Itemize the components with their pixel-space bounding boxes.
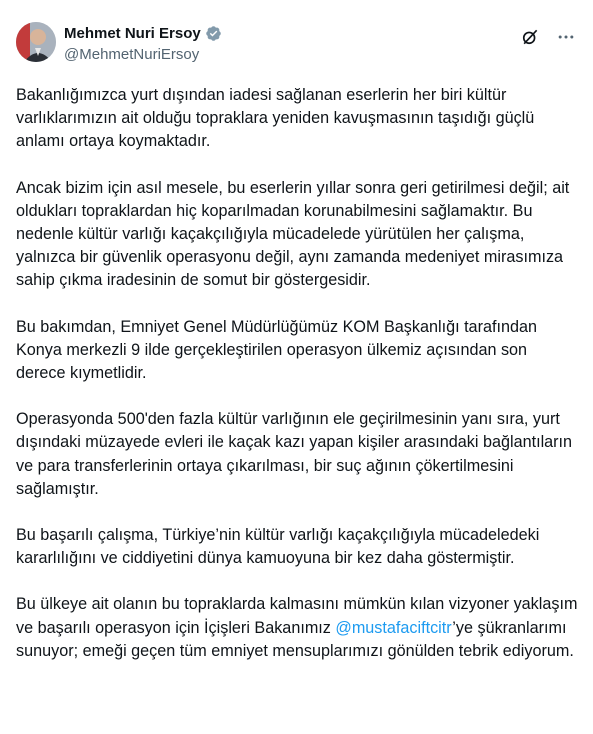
tweet-paragraph-3: Bu bakımdan, Emniyet Genel Müdürlüğümüz KOM Başkanlığı tarafından Konya merkezli 9 ilde gerçekleştirilen operasyon ülkemiz açısından son derece kıymetlidir. (16, 317, 537, 383)
author-handle[interactable]: @MehmetNuriErsoy (64, 46, 200, 63)
tweet-paragraph-4: Operasyonda 500'den fazla kültür varlığının ele geçirilmesinin yanı sıra, yurt dışındaki müzayede evleri ile kaçak kazı yapan kişiler arasındaki bağlantıların ve para transferlerinin ortaya çıkarılması, bir suç ağının çökertilmesini sağlamıştır. (16, 410, 573, 498)
more-options-icon[interactable] (555, 26, 577, 48)
tweet-paragraph-2: Ancak bizim için asıl mesele, bu eserlerin yıllar sonra geri getirilmesi değil; ait oldukları topraklardan hiç koparılmadan korunabilmesini sağlamaktır. Bu nedenle kültür varlığı kaçakçılığıyla mücadelede yürütülen her çalışma, yalnızca bir güvenlik operasyonu değil, aynı zamanda medeniyet mirasımıza sahip çıkma iradesinin de somut bir göstergesidir. (16, 178, 570, 290)
tweet-paragraph-6 (16, 593, 581, 663)
avatar[interactable] (16, 22, 56, 62)
avatar-image (16, 22, 56, 62)
display-name[interactable]: Mehmet Nuri Ersoy (64, 24, 201, 42)
tweet-actions (519, 26, 577, 48)
tweet-text (16, 84, 581, 686)
verified-badge-icon (205, 25, 222, 42)
author-names (64, 23, 222, 63)
paragraph-text-before-mention: Bu ülkeye ait olanın bu topraklarda kalmasını mümkün kılan vizyoner yaklaşım ve başarılı operasyon için İçişleri Bakanımız (16, 595, 578, 637)
mention-link[interactable]: @mustafaciftcitr (335, 618, 453, 637)
grok-icon[interactable] (519, 26, 541, 48)
display-name-row (64, 23, 222, 43)
paragraph-text-after-mention: ’ye şükranlarımı sunuyor; emeği geçen tüm emniyet mensuplarımızı gönülden tebrik ediyorum. (16, 618, 574, 660)
tweet-paragraph-5: Bu başarılı çalışma, Türkiye’nin kültür varlığı kaçakçılığıyla mücadeledeki kararlılığını ve ciddiyetini dünya kamuoyuna bir kez daha göstermiştir. (16, 526, 540, 568)
tweet-paragraph-1: Bakanlığımızca yurt dışından iadesi sağlanan eserlerin her biri kültür varlıklarımızın ait olduğu topraklara yeniden kavuşmasının taşıdığı güçlü anlamı ortaya koymaktadır. (16, 86, 535, 151)
tweet-header (16, 22, 577, 70)
